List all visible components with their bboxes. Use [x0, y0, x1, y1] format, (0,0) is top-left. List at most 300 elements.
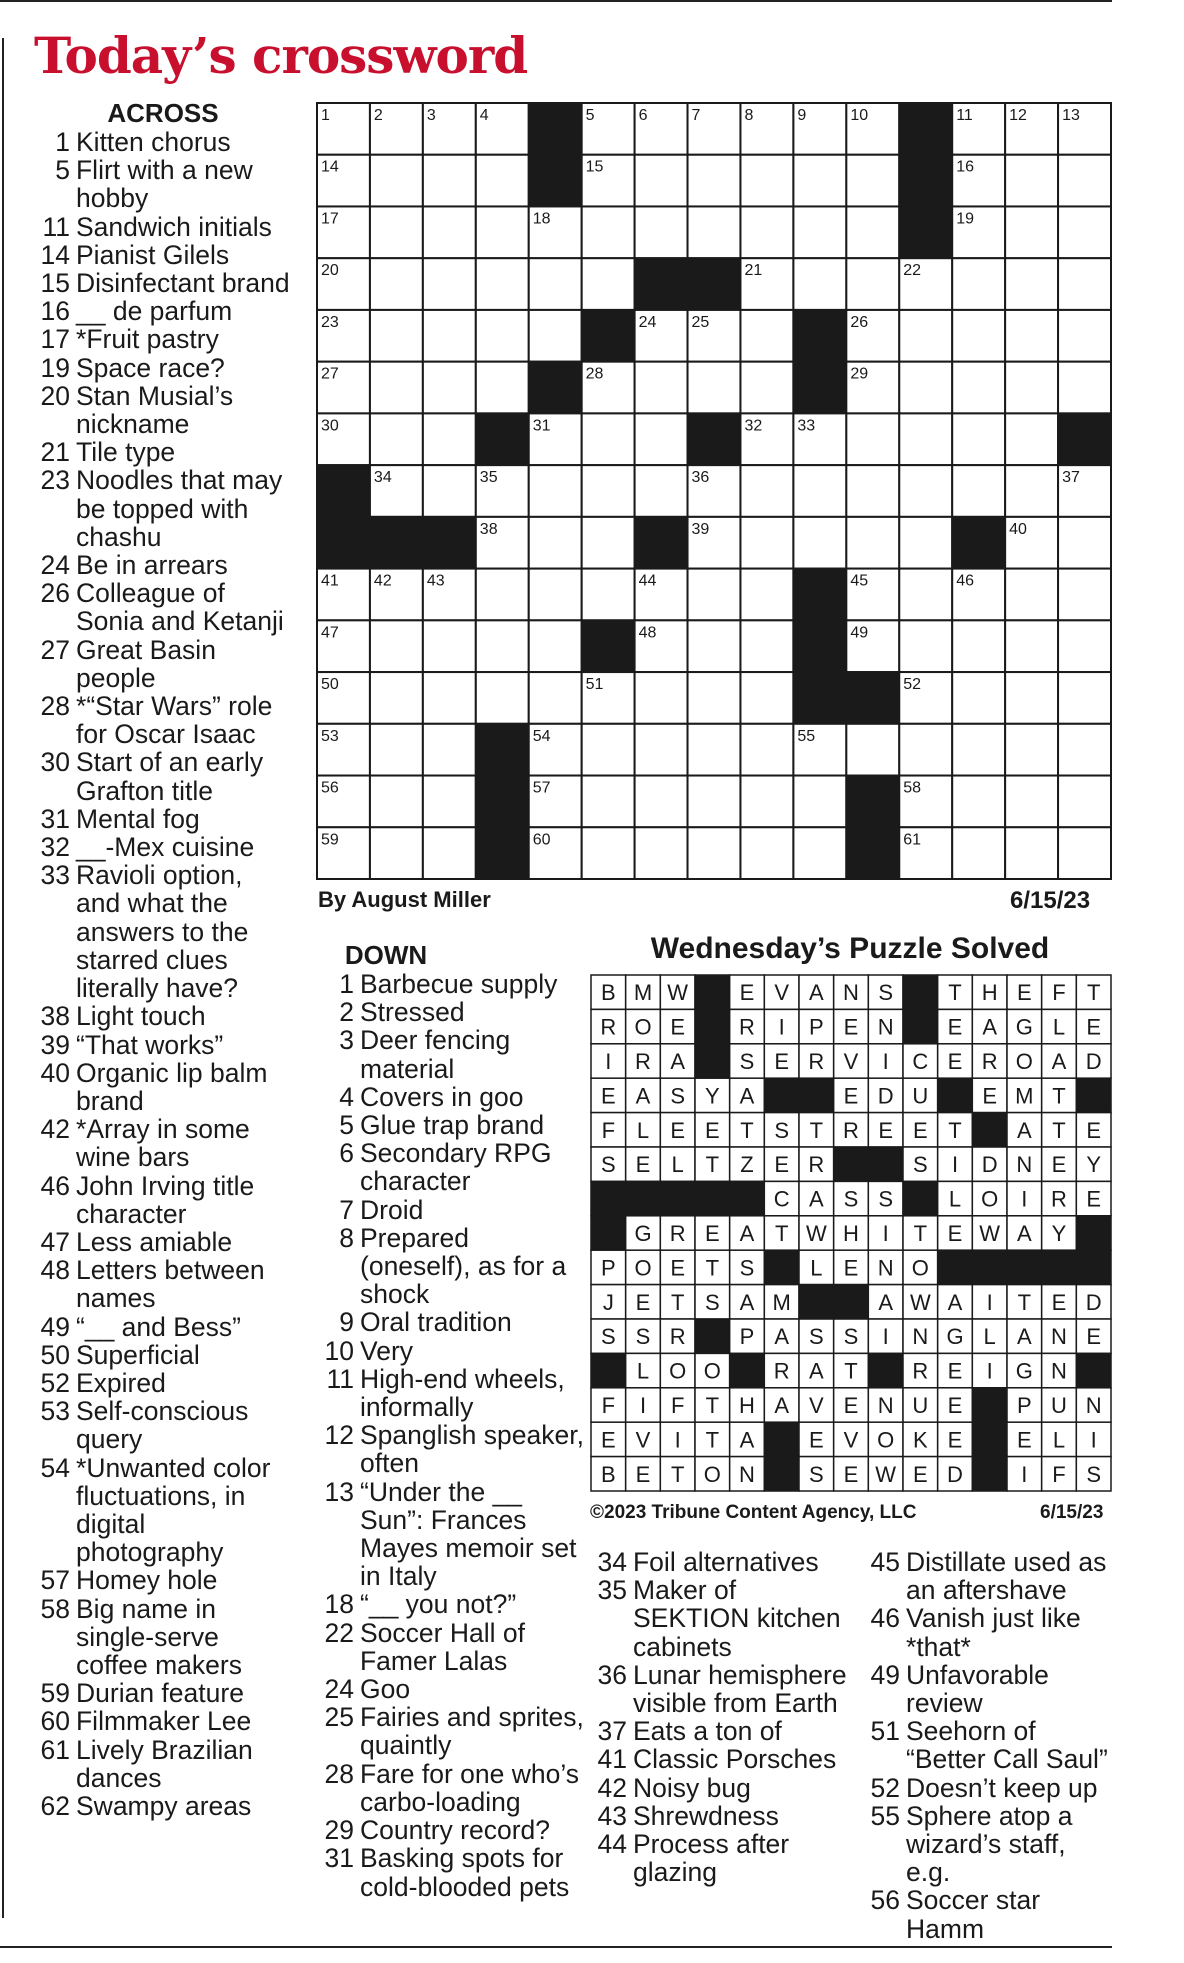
grid-cell	[899, 569, 952, 621]
grid-cell	[423, 362, 476, 414]
solved-letter: T	[948, 980, 962, 1006]
cell-number: 40	[1009, 520, 1027, 538]
solved-letter: T	[705, 1427, 720, 1453]
solved-letter: I	[882, 1324, 889, 1350]
black-square	[952, 517, 1005, 569]
grid-cell	[688, 724, 741, 776]
clue-number: 23	[40, 465, 70, 496]
down-clue-list-a	[589, 1548, 857, 1886]
black-square	[529, 362, 582, 414]
solved-letter: I	[1090, 1427, 1097, 1453]
grid-cell	[952, 413, 1005, 465]
solved-letter: E	[878, 1117, 894, 1143]
solved-letter: R	[669, 1221, 686, 1246]
clue-number: 33	[40, 860, 70, 891]
clue-text: Soccer star Hamm	[906, 1885, 1041, 1944]
solved-letter: O	[634, 1014, 652, 1040]
clue-across-52	[32, 1369, 294, 1397]
clue-number: 59	[40, 1678, 70, 1709]
solved-letter: N	[912, 1324, 929, 1350]
grid-cell	[793, 465, 846, 517]
cell-number: 25	[691, 313, 710, 331]
solved-letter: D	[877, 1083, 894, 1109]
clue-down_cont_a-41	[589, 1745, 857, 1773]
solved-letter: L	[1052, 1014, 1066, 1040]
grid-cell	[423, 206, 476, 258]
clue-across-60	[32, 1707, 294, 1735]
grid-cell	[423, 672, 476, 724]
grid-cell	[740, 206, 793, 258]
solved-letter: T	[670, 1289, 685, 1315]
solved-letter: D	[1085, 1049, 1102, 1074]
grid-cell	[423, 465, 476, 517]
clue-text: Tile type	[76, 437, 176, 468]
solved-letter: S	[808, 1461, 824, 1487]
grid-cell	[1058, 206, 1111, 258]
grid-cell	[635, 827, 688, 879]
solved-letter: T	[913, 1221, 928, 1246]
solved-letter: T	[705, 1152, 720, 1178]
clue-number: 1	[339, 969, 354, 999]
grid-cell	[1005, 569, 1058, 621]
solved-black-square	[591, 1181, 626, 1215]
cell-number: 58	[903, 779, 922, 797]
solved-letter: I	[986, 1358, 993, 1384]
grid-cell	[688, 155, 741, 207]
clue-down-12	[316, 1421, 586, 1477]
grid-cell	[529, 517, 582, 569]
clue-text: Mental fog	[76, 803, 200, 834]
solved-letter: C	[912, 1049, 929, 1074]
black-square	[476, 413, 529, 465]
solved-letter: L	[810, 1255, 823, 1281]
clue-down_cont_b-45	[862, 1548, 1117, 1604]
solved-letter: S	[739, 1255, 755, 1281]
clue-down-2	[316, 998, 586, 1026]
solved-letter: F	[601, 1117, 616, 1143]
clue-number: 1	[55, 127, 70, 157]
solved-letter: B	[600, 980, 616, 1006]
clue-text: Spanglish speaker, often	[360, 1420, 584, 1479]
clue-down_cont_a-36	[589, 1661, 857, 1717]
clue-text: “__ and Bess”	[76, 1311, 241, 1342]
solved-letter: O	[669, 1358, 687, 1384]
solved-black-square	[972, 1388, 1007, 1422]
clue-number: 51	[870, 1716, 900, 1747]
crossword-grid	[316, 102, 1112, 880]
clue-text: Maker of SEKTION kitchen cabinets	[633, 1575, 841, 1662]
clue-down-7	[316, 1196, 586, 1224]
clue-text: Flirt with a new hobby	[76, 155, 253, 214]
solved-letter: G	[634, 1221, 652, 1246]
solved-letter: E	[1086, 1117, 1102, 1143]
grid-cell	[688, 569, 741, 621]
clue-number: 56	[870, 1885, 900, 1916]
clue-across-15	[32, 269, 294, 297]
black-square	[846, 672, 899, 724]
solved-black-square	[972, 1113, 1007, 1147]
grid-cell	[370, 724, 423, 776]
solved-letter: F	[601, 1393, 616, 1418]
solved-black-square	[591, 1353, 626, 1387]
clue-number: 28	[40, 691, 70, 722]
clue-across-50	[32, 1341, 294, 1369]
solved-letter: A	[1051, 1049, 1067, 1074]
solved-black-square	[834, 1147, 869, 1181]
cell-number: 46	[956, 572, 974, 590]
solved-black-square	[834, 1285, 869, 1319]
clue-text: *“Star Wars” role for Oscar Isaac	[76, 691, 273, 750]
clue-across-57	[32, 1566, 294, 1594]
solved-letter: E	[947, 1049, 963, 1074]
clue-number: 8	[339, 1222, 354, 1253]
solved-letter: A	[947, 1289, 963, 1315]
clue-down-29	[316, 1816, 586, 1844]
cell-number: 44	[638, 572, 657, 590]
down-clues-continued-a	[589, 1548, 857, 1886]
solved-letter: T	[1052, 1083, 1066, 1109]
black-square	[793, 362, 846, 414]
black-square	[793, 310, 846, 362]
grid-cell	[635, 672, 688, 724]
cell-number: 42	[373, 572, 392, 590]
grid-cell	[582, 517, 635, 569]
grid-cell	[423, 724, 476, 776]
solved-letter: G	[946, 1324, 964, 1350]
clue-number: 31	[40, 803, 70, 834]
solved-letter: Y	[1051, 1221, 1067, 1246]
solved-letter: R	[981, 1049, 998, 1074]
solved-letter: D	[947, 1461, 963, 1487]
clue-text: *Fruit pastry	[76, 324, 219, 355]
solved-black-square	[938, 1250, 973, 1284]
grid-cell	[1005, 258, 1058, 310]
clue-number: 49	[870, 1659, 900, 1690]
cell-number: 35	[479, 469, 498, 487]
clue-down-28	[316, 1760, 586, 1816]
black-square	[899, 206, 952, 258]
solved-letter: T	[774, 1221, 789, 1246]
grid-cell	[476, 569, 529, 621]
clue-text: Eats a ton of	[633, 1716, 782, 1747]
solved-letter: L	[1052, 1427, 1066, 1453]
solved-letter: W	[875, 1461, 897, 1487]
cell-number: 7	[691, 107, 701, 124]
clue-number: 17	[40, 324, 70, 355]
clue-text: Stressed	[360, 997, 465, 1028]
solved-black-square	[730, 1181, 765, 1215]
clue-text: Deer fencing material	[360, 1025, 511, 1084]
clue-down_cont_a-44	[589, 1830, 857, 1886]
cell-number: 49	[850, 624, 869, 642]
grid-cell	[899, 620, 952, 672]
cell-number: 13	[1062, 107, 1080, 124]
cell-number: 34	[373, 469, 392, 487]
clue-down_cont_a-34	[589, 1548, 857, 1576]
solved-letter: V	[774, 980, 790, 1006]
black-square	[370, 517, 423, 569]
grid-cell	[846, 413, 899, 465]
grid-cell	[476, 310, 529, 362]
solved-letter: O	[877, 1427, 895, 1453]
solved-letter: T	[1017, 1289, 1032, 1315]
clue-number: 50	[40, 1339, 70, 1370]
clue-number: 46	[870, 1603, 900, 1634]
black-square	[423, 517, 476, 569]
clue-number: 43	[597, 1800, 627, 1831]
clue-text: Be in arrears	[76, 550, 228, 581]
clue-number: 4	[339, 1081, 354, 1112]
grid-cell	[1058, 827, 1111, 879]
solved-letter: A	[739, 1427, 755, 1453]
clue-number: 49	[40, 1311, 70, 1342]
grid-cell	[423, 310, 476, 362]
solved-letter: E	[947, 1427, 963, 1453]
clue-down-3	[316, 1026, 586, 1082]
clue-across-26	[32, 579, 294, 635]
clue-down-24	[316, 1675, 586, 1703]
cell-number: 6	[638, 107, 648, 124]
solved-letter: R	[600, 1014, 617, 1040]
clue-number: 24	[324, 1674, 354, 1705]
cell-number: 53	[321, 727, 339, 745]
grid-cell	[1058, 672, 1111, 724]
grid-cell	[529, 258, 582, 310]
solved-letter: E	[808, 1427, 824, 1453]
grid-cell	[899, 362, 952, 414]
byline: By August Miller	[318, 887, 491, 912]
grid-cell	[740, 724, 793, 776]
grid-cell	[423, 827, 476, 879]
grid-cell	[582, 724, 635, 776]
clue-number: 52	[40, 1367, 70, 1398]
clue-text: Basking spots for cold-blooded pets	[360, 1843, 570, 1902]
clue-number: 32	[40, 832, 70, 863]
clue-number: 28	[324, 1758, 354, 1789]
clue-down-25	[316, 1703, 586, 1759]
cell-number: 9	[797, 107, 807, 124]
solved-letter: E	[704, 1221, 720, 1246]
cell-number: 43	[426, 572, 445, 590]
cell-number: 60	[532, 831, 551, 849]
grid-cell	[1005, 155, 1058, 207]
solved-black-square	[1076, 1078, 1111, 1112]
clue-text: Letters between names	[76, 1255, 265, 1314]
solved-letter: A	[1016, 1221, 1032, 1246]
solved-black-square	[695, 1044, 730, 1078]
black-square	[476, 827, 529, 879]
solved-letter: E	[635, 1152, 651, 1178]
clue-across-54	[32, 1454, 294, 1567]
cell-number: 20	[321, 262, 339, 280]
grid-cell	[1005, 827, 1058, 879]
clue-across-58	[32, 1595, 294, 1680]
grid-cell	[476, 620, 529, 672]
bottom-rule	[0, 1946, 1112, 1948]
clue-text: Goo	[360, 1674, 411, 1705]
solved-letter: L	[636, 1117, 650, 1143]
grid-cell	[1058, 517, 1111, 569]
clue-across-49	[32, 1313, 294, 1341]
black-square	[635, 258, 688, 310]
solved-letter: M	[633, 980, 653, 1006]
clue-text: Oral tradition	[360, 1307, 512, 1338]
solved-letter: A	[670, 1049, 686, 1074]
grid-cell	[1058, 258, 1111, 310]
black-square	[899, 103, 952, 155]
cell-number: 33	[797, 417, 816, 435]
grid-cell	[582, 776, 635, 828]
grid-cell	[1005, 724, 1058, 776]
clue-number: 31	[324, 1843, 354, 1874]
grid-cell	[635, 724, 688, 776]
clue-number: 10	[324, 1335, 354, 1366]
solved-letter: A	[808, 1358, 824, 1384]
clue-number: 5	[339, 1110, 354, 1141]
black-square	[688, 258, 741, 310]
clue-down-11	[316, 1365, 586, 1421]
grid-cell	[370, 362, 423, 414]
clue-text: Distillate used as an aftershave	[906, 1547, 1107, 1606]
clue-down_cont_a-43	[589, 1802, 857, 1830]
solved-letter: W	[909, 1289, 931, 1315]
grid-cell	[1058, 155, 1111, 207]
grid-cell	[1005, 206, 1058, 258]
grid-cell	[688, 672, 741, 724]
clue-number: 24	[40, 550, 70, 581]
solved-letter: F	[1052, 1461, 1066, 1487]
grid-cell	[529, 465, 582, 517]
cell-number: 38	[479, 520, 498, 538]
cell-number: 32	[744, 417, 763, 435]
clue-text: “That works”	[76, 1029, 224, 1060]
solved-black-square	[1042, 1250, 1077, 1284]
clue-text: Lunar hemisphere visible from Earth	[633, 1659, 847, 1719]
clue-text: *Array in some wine bars	[76, 1114, 250, 1173]
solved-letter: R	[808, 1049, 825, 1074]
solved-letter: L	[671, 1152, 684, 1178]
clue-text: Soccer Hall of Famer Lalas	[360, 1617, 525, 1676]
solved-letter: I	[986, 1289, 993, 1315]
grid-cell	[370, 776, 423, 828]
top-rule	[0, 0, 1112, 2]
solved-black-square	[799, 1285, 834, 1319]
solved-letter: T	[1052, 1117, 1066, 1143]
clue-text: Lively Brazilian dances	[76, 1734, 253, 1793]
grid-cell	[529, 569, 582, 621]
grid-cell	[582, 206, 635, 258]
clue-text: High-end wheels, informally	[360, 1363, 565, 1423]
clue-text: Sphere atop a wizard’s staff, e.g.	[906, 1800, 1073, 1888]
black-square	[793, 672, 846, 724]
grid-cell	[846, 724, 899, 776]
solved-letter: S	[878, 980, 894, 1006]
grid-cell	[793, 827, 846, 879]
clue-text: Organic lip balm brand	[76, 1057, 268, 1116]
grid-cell	[370, 155, 423, 207]
solved-letter: T	[670, 1461, 685, 1487]
grid-cell	[846, 206, 899, 258]
clue-text: Light touch	[76, 1001, 206, 1032]
solved-letter: I	[1021, 1186, 1028, 1212]
solved-black-square	[591, 1216, 626, 1250]
clue-text: Superficial	[76, 1339, 200, 1370]
solved-letter: S	[843, 1186, 859, 1212]
clue-text: Swampy areas	[76, 1790, 252, 1821]
grid-cell	[740, 569, 793, 621]
grid-cell	[1005, 620, 1058, 672]
clue-number: 14	[40, 239, 70, 270]
clue-number: 7	[339, 1194, 354, 1225]
solved-letter: K	[912, 1427, 928, 1453]
solved-black-square	[764, 1422, 799, 1456]
grid-cell	[476, 672, 529, 724]
black-square	[846, 827, 899, 879]
solved-letter: M	[772, 1289, 791, 1315]
clue-down-5	[316, 1111, 586, 1139]
clue-text: Expired	[76, 1367, 166, 1398]
solved-letter: E	[774, 1152, 790, 1178]
cell-number: 12	[1009, 107, 1027, 124]
page-title: Today’s crossword	[34, 26, 528, 85]
solved-letter: P	[808, 1014, 824, 1040]
cell-number: 5	[585, 107, 595, 124]
solved-black-square	[764, 1078, 799, 1112]
grid-cell	[529, 672, 582, 724]
cell-number: 14	[321, 158, 339, 176]
solved-letter: S	[878, 1186, 894, 1212]
clue-text: __ de parfum	[76, 296, 233, 327]
clue-down-8	[316, 1224, 586, 1309]
clue-across-21	[32, 438, 294, 466]
across-clues	[32, 98, 294, 1820]
solved-letter: S	[843, 1324, 859, 1350]
cell-number: 11	[956, 107, 973, 124]
grid-cell	[688, 362, 741, 414]
solved-letter: E	[843, 1255, 859, 1281]
solved-letter: J	[602, 1289, 614, 1315]
black-square	[846, 776, 899, 828]
clue-down-10	[316, 1337, 586, 1365]
black-square	[476, 724, 529, 776]
cell-number: 37	[1062, 469, 1080, 487]
clue-text: Start of an early Grafton title	[76, 747, 264, 806]
down-clue-list-b	[862, 1548, 1117, 1943]
clue-text: Sandwich initials	[76, 211, 272, 242]
clue-across-30	[32, 748, 294, 804]
grid-cell	[952, 827, 1005, 879]
black-square	[688, 413, 741, 465]
cell-number: 22	[903, 262, 922, 280]
clue-across-23	[32, 466, 294, 551]
grid-cell	[740, 776, 793, 828]
cell-number: 48	[638, 624, 657, 642]
clue-across-33	[32, 861, 294, 1002]
grid-cell	[740, 672, 793, 724]
clue-text: Secondary RPG character	[360, 1138, 552, 1197]
clue-number: 11	[42, 211, 70, 242]
clue-text: Barbecue supply	[360, 969, 558, 999]
clue-number: 58	[40, 1593, 70, 1624]
solved-letter: R	[635, 1049, 651, 1074]
grid-cell	[370, 672, 423, 724]
clue-text: Noodles that may be topped with chashu	[76, 465, 283, 552]
solved-letter: H	[981, 980, 998, 1006]
clue-across-61	[32, 1736, 294, 1792]
solved-letter: E	[1016, 980, 1032, 1006]
solved-letter: W	[805, 1221, 827, 1246]
grid-cell	[899, 724, 952, 776]
